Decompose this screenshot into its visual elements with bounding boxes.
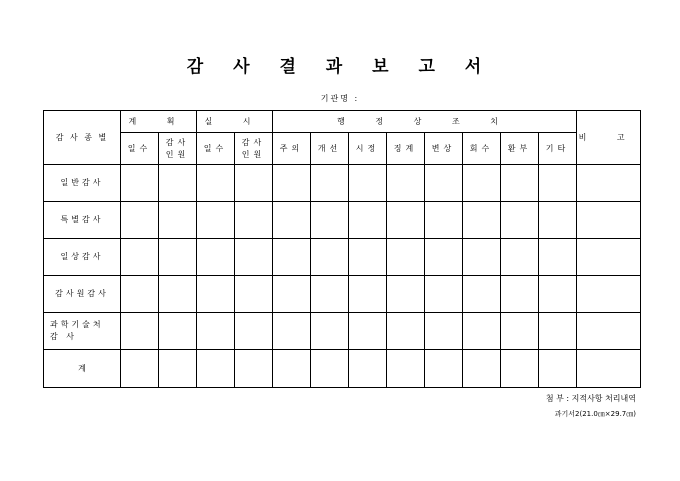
header-action-discipline: 징계 xyxy=(387,133,425,165)
header-execution: 실 시 xyxy=(197,111,273,133)
table-row-total xyxy=(44,350,641,388)
header-plan-staff: 감사 인원 xyxy=(159,133,197,165)
organization-name-label: 기관명 : xyxy=(320,94,360,103)
attachment-note: 첨 부 : 지적사항 처리내역 xyxy=(545,394,636,403)
header-action-compensation: 변상 xyxy=(425,133,463,165)
row-label: 일상감사 xyxy=(44,239,121,276)
row-label: 과학기술처 감 사 xyxy=(44,313,121,350)
row-label: 특별감사 xyxy=(44,202,121,239)
header-admin-action: 행 정 상 조 치 xyxy=(273,111,577,133)
header-exec-staff: 감사 인원 xyxy=(235,133,273,165)
row-label-total: 계 xyxy=(44,350,121,388)
header-plan-days: 일수 xyxy=(121,133,159,165)
table-row xyxy=(44,202,641,239)
header-action-other: 기타 xyxy=(539,133,577,165)
report-title: 감 사 결 과 보 고 서 xyxy=(186,57,494,77)
header-exec-days: 일수 xyxy=(197,133,235,165)
form-number: 과기서2(21.0㎝×29.7㎝) xyxy=(554,410,636,418)
header-action-refund: 환부 xyxy=(501,133,539,165)
header-action-caution: 주의 xyxy=(273,133,311,165)
table-row xyxy=(44,165,641,202)
table-row xyxy=(44,276,641,313)
table-row xyxy=(44,313,641,350)
row-label: 감사원감사 xyxy=(44,276,121,313)
audit-report-table xyxy=(43,110,641,388)
header-remarks: 비 고 xyxy=(577,111,641,165)
row-label: 일반감사 xyxy=(44,165,121,202)
header-action-correction: 시정 xyxy=(349,133,387,165)
header-plan: 계 획 xyxy=(121,111,197,133)
header-audit-type: 감 사 종 별 xyxy=(44,111,121,165)
table-row xyxy=(44,239,641,276)
header-action-recovery: 회수 xyxy=(463,133,501,165)
header-action-improvement: 개선 xyxy=(311,133,349,165)
